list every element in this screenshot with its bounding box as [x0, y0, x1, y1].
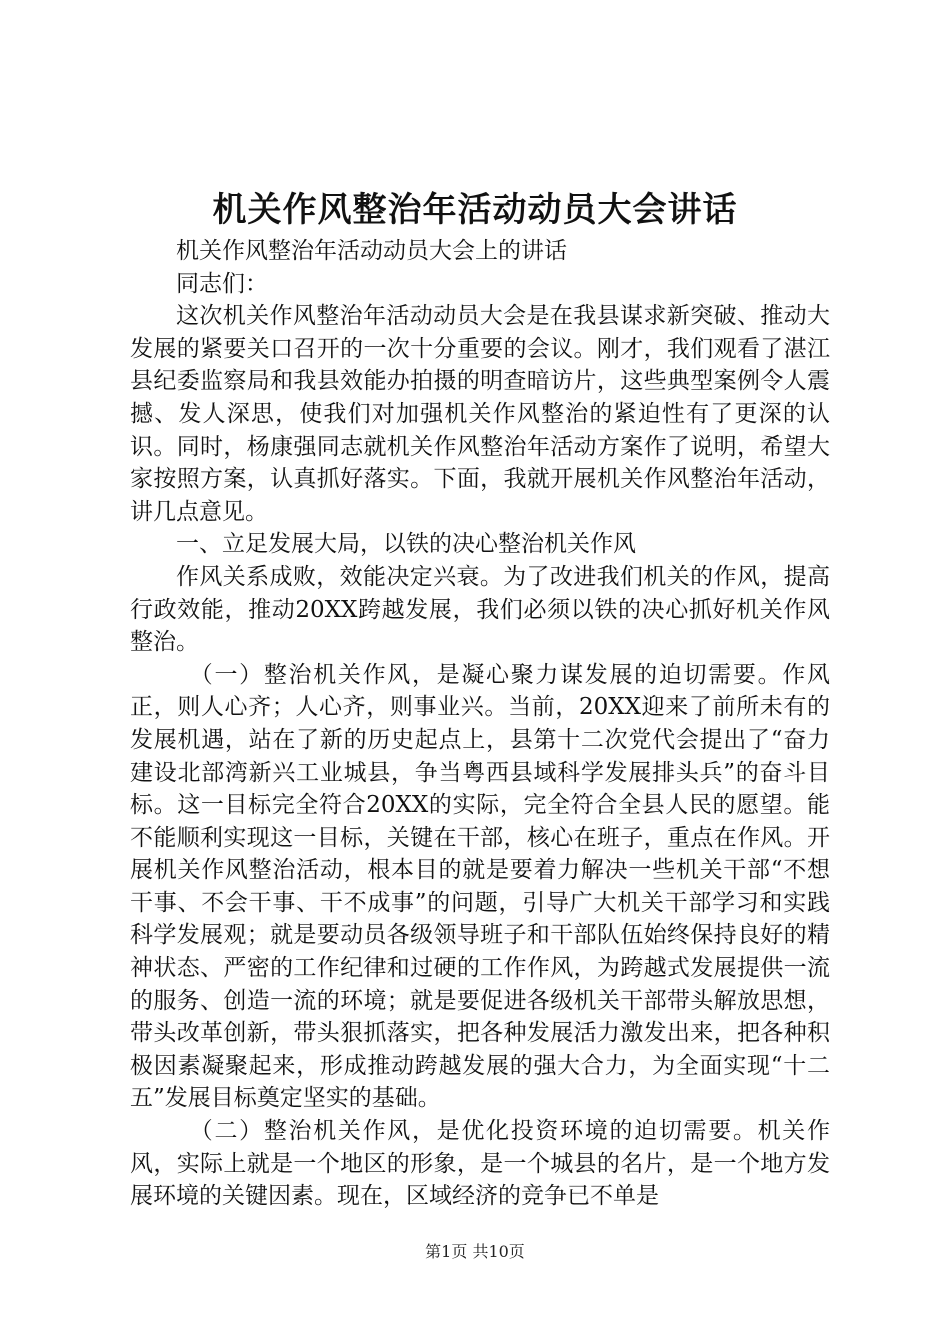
body-paragraph: （一）整治机关作风，是凝心聚力谋发展的迫切需要。作风正，则人心齐；人心齐，则事业兴。当前，20XX迎来了前所未有的发展机遇，站在了新的历史起点上，县第十二次党代会提出了“奋力建设北部湾新兴工业城县，争当粤西县域科学发展排头兵”的奋斗目标。这一目标完全符合20XX的实际，完全符合全县人民的愿望。能不能顺利实现这一目标，关键在干部，核心在班子，重点在作风。开展机关作风整治活动，根本目的就是要着力解决一些机关干部“不想干事、不会干事、干不成事”的问题，引导广大机关干部学习和实践科学发展观；就是要动员各级领导班子和干部队伍始终保持良好的精神状态、严密的工作纪律和过硬的工作作风，为跨越式发展提供一流的服务、创造一流的环境；就是要促进各级机关干部带头解放思想，带头改革创新，带头狠抓落实，把各种发展活力激发出来，把各种积极因素凝聚起来，形成推动跨越发展的强大合力，为全面实现“十二五”发展目标奠定坚实的基础。	[130, 661, 830, 1112]
section-heading: 一、立足发展大局，以铁的决心整治机关作风	[176, 531, 636, 558]
salutation-paragraph: 同志们：	[176, 270, 268, 297]
body-paragraph: 作风关系成败，效能决定兴衰。为了改进我们机关的作风，提高行政效能，推动20XX跨越发展，我们必须以铁的决心抓好机关作风整治。	[130, 563, 830, 656]
body-paragraph: 这次机关作风整治年活动动员大会是在我县谋求新突破、推动大发展的紧要关口召开的一次十分重要的会议。刚才，我们观看了湛江县纪委监察局和我县效能办拍摄的明查暗访片，这些典型案例令人震撼、发人深思，使我们对加强机关作风整治的紧迫性有了更深的认识。同时，杨康强同志就机关作风整治年活动方案作了说明，希望大家按照方案，认真抓好落实。下面，我就开展机关作风整治年活动，讲几点意见。	[130, 303, 830, 525]
document-title: 机关作风整治年活动动员大会讲话	[212, 190, 738, 230]
body-paragraph: （二）整治机关作风，是优化投资环境的迫切需要。机关作风，实际上就是一个地区的形象，是一个城县的名片，是一个地方发展环境的关键因素。现在，区域经济的竞争已不单是	[130, 1118, 830, 1210]
document-body	[130, 235, 830, 1213]
subtitle-paragraph: 机关作风整治年活动动员大会上的讲话	[176, 238, 567, 264]
page-number-footer: 第1页 共10页	[425, 1242, 525, 1261]
